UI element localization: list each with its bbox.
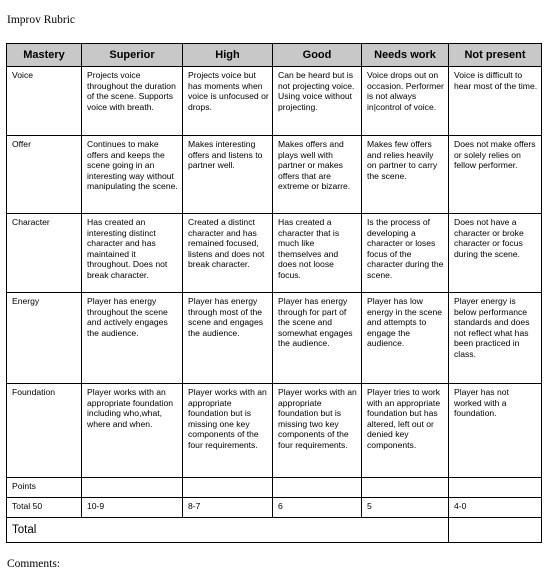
cell-good: Makes offers and plays well with partner or makes offers that are extreme or bizarre. bbox=[273, 136, 362, 214]
points-cell-needs-work bbox=[362, 478, 449, 498]
table-row-points bbox=[7, 478, 542, 498]
score-range-superior: 10-9 bbox=[82, 498, 183, 518]
table-row-character bbox=[7, 214, 542, 293]
row-label: Character bbox=[7, 214, 82, 293]
cell-needs-work: Player has low energy in the scene and attempts to engage the audience. bbox=[362, 293, 449, 384]
cell-good: Player has energy through for part of the scene and somewhat engages the audience. bbox=[273, 293, 362, 384]
table-row-voice bbox=[7, 67, 542, 136]
cell-superior: Player works with an appropriate foundation including who,what, where and when. bbox=[82, 384, 183, 478]
header-row bbox=[7, 44, 542, 67]
points-cell-superior bbox=[82, 478, 183, 498]
cell-superior: Has created an interesting distinct character and has maintained it throughout. Does not break character. bbox=[82, 214, 183, 293]
points-cell-high bbox=[183, 478, 273, 498]
score-range-not-present: 4-0 bbox=[449, 498, 542, 518]
cell-needs-work: Voice drops out on occasion. Performer is not always in|control of voice. bbox=[362, 67, 449, 136]
comments-label: Comments: bbox=[7, 558, 61, 570]
cell-superior: Player has energy throughout the scene and actively engages the audience. bbox=[82, 293, 183, 384]
total-label: Total bbox=[7, 518, 449, 543]
table-row-total bbox=[7, 518, 542, 543]
cell-superior: Projects voice throughout the duration of the scene. Supports voice with breath. bbox=[82, 67, 183, 136]
row-label: Points bbox=[7, 478, 82, 498]
rubric-table bbox=[6, 43, 542, 543]
score-range-good: 6 bbox=[273, 498, 362, 518]
row-label: Foundation bbox=[7, 384, 82, 478]
cell-good: Can be heard but is not projecting voice. Using voice without projecting. bbox=[273, 67, 362, 136]
cell-high: Player works with an appropriate foundation but is missing one key components of the four requirements. bbox=[183, 384, 273, 478]
cell-not-present: Voice is difficult to hear most of the time. bbox=[449, 67, 542, 136]
table-row-foundation bbox=[7, 384, 542, 478]
row-label: Total 50 bbox=[7, 498, 82, 518]
table-row-offer bbox=[7, 136, 542, 214]
score-range-needs-work: 5 bbox=[362, 498, 449, 518]
header-not-present: Not present bbox=[449, 44, 542, 67]
points-cell-not-present bbox=[449, 478, 542, 498]
table-row-total-50 bbox=[7, 498, 542, 518]
cell-superior: Continues to make offers and keeps the scene going in an interesting way without manipulating the scene. bbox=[82, 136, 183, 214]
cell-high: Player has energy through most of the scene and engages the audience. bbox=[183, 293, 273, 384]
total-value-cell bbox=[449, 518, 542, 543]
header-high: High bbox=[183, 44, 273, 67]
points-cell-good bbox=[273, 478, 362, 498]
cell-high: Projects voice but has moments when voice is unfocused or drops. bbox=[183, 67, 273, 136]
header-mastery: Mastery bbox=[7, 44, 82, 67]
header-good: Good bbox=[273, 44, 362, 67]
table-row-energy bbox=[7, 293, 542, 384]
header-superior: Superior bbox=[82, 44, 183, 67]
cell-not-present: Player energy is below performance standards and does not reflect what has been practiced in class. bbox=[449, 293, 542, 384]
row-label: Offer bbox=[7, 136, 82, 214]
cell-good: Has created a character that is much like themselves and does not loose focus. bbox=[273, 214, 362, 293]
cell-high: Created a distinct character and has remained focused, listens and does not break character. bbox=[183, 214, 273, 293]
score-range-high: 8-7 bbox=[183, 498, 273, 518]
document-title: Improv Rubric bbox=[7, 14, 76, 26]
cell-needs-work: Makes few offers and relies heavily on partner to carry the scene. bbox=[362, 136, 449, 214]
cell-not-present: Does not have a character or broke character or focus during the scene. bbox=[449, 214, 542, 293]
row-label: Voice bbox=[7, 67, 82, 136]
cell-not-present: Player has not worked with a foundation. bbox=[449, 384, 542, 478]
cell-good: Player works with an appropriate foundation but is missing two key components of the four requirements. bbox=[273, 384, 362, 478]
cell-high: Makes interesting offers and listens to partner well. bbox=[183, 136, 273, 214]
header-needs-work: Needs work bbox=[362, 44, 449, 67]
cell-needs-work: Is the process of developing a character or loses focus of the character during the scene. bbox=[362, 214, 449, 293]
cell-needs-work: Player tries to work with an appropriate foundation but has altered, left out or denied key components. bbox=[362, 384, 449, 478]
cell-not-present: Does not make offers or solely relies on fellow performer. bbox=[449, 136, 542, 214]
row-label: Energy bbox=[7, 293, 82, 384]
